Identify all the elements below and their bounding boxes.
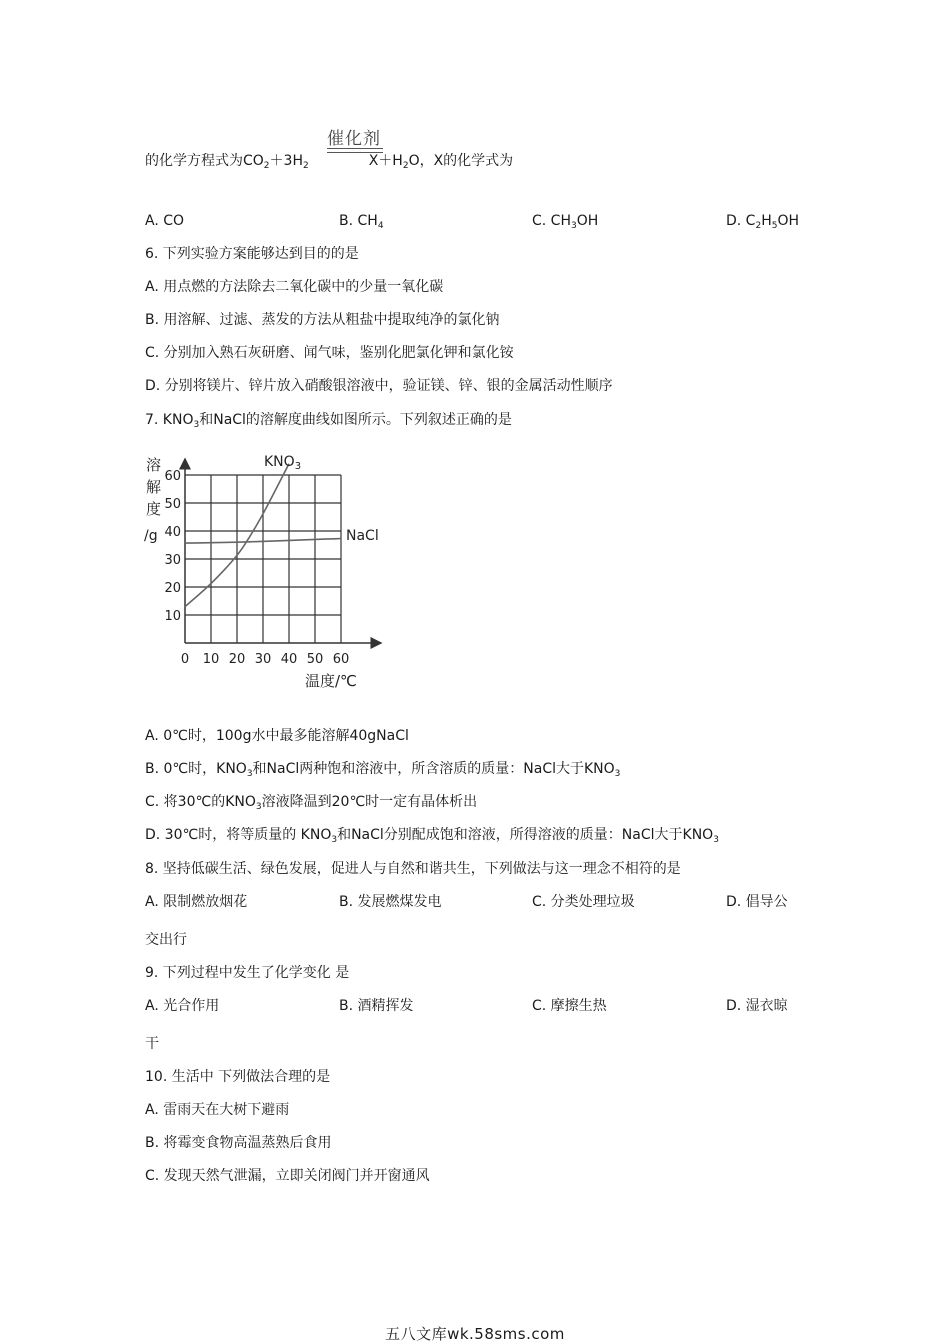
solubility-chart xyxy=(140,448,400,698)
q6-stem: 6. 下列实验方案能够达到目的的是 xyxy=(145,246,359,262)
footer-watermark: 五八文库wk.58sms.com xyxy=(385,1325,565,1343)
q8-option-b: B. 发展燃煤发电 xyxy=(339,894,442,910)
y-tick-label: 60 xyxy=(164,469,181,484)
q7-option-d: D. 30℃时，将等质量的 $KNO_3$和NaCl分别配成饱和溶液，所得溶液的质量：NaCl大于$KNO_3$ xyxy=(145,827,719,845)
q9-option-d: D. 湿衣晾 xyxy=(726,998,788,1014)
q9-option-b: B. 酒精挥发 xyxy=(339,998,414,1014)
q5-option-a: A. CO xyxy=(145,213,185,229)
x-tick-label: 30 xyxy=(254,652,272,667)
y-axis-label-char: 度 xyxy=(146,500,162,518)
x-tick-label: 20 xyxy=(228,652,246,667)
y-axis-label-char: 解 xyxy=(146,478,162,496)
q8-option-a: A. 限制燃放烟花 xyxy=(145,894,248,910)
x-tick-label: 60 xyxy=(332,652,350,667)
x-tick-label: 40 xyxy=(280,652,298,667)
q6-option-d: D. 分别将镁片、锌片放入硝酸银溶液中，验证镁、锌、银的金属活动性顺序 xyxy=(145,378,613,394)
q10-option-c: C. 发现天然气泄漏，立即关闭阀门并开窗通风 xyxy=(145,1168,430,1184)
q7-option-b: B. 0℃时，$KNO_3$和NaCl两种饱和溶液中，所含溶质的质量：NaCl大于$KNO_3$ xyxy=(145,761,621,779)
q9-option-a: A. 光合作用 xyxy=(145,998,220,1014)
q8-option-d: D. 倡导公 xyxy=(726,894,788,910)
y-tick-label: 40 xyxy=(164,525,181,540)
q10-option-b: B. 将霉变食物高温蒸熟后食用 xyxy=(145,1135,332,1151)
q7-option-a: A. 0℃时，100g水中最多能溶解40gNaCl xyxy=(145,728,409,744)
x-tick-label: 50 xyxy=(306,652,324,667)
y-tick-label: 20 xyxy=(164,581,181,596)
q9-stem: 9. 下列过程中发生了化学变化 是 xyxy=(145,965,350,981)
x-axis-label: 温度/℃ xyxy=(305,672,357,690)
y-tick-label: 30 xyxy=(164,553,181,568)
q8-option-c: C. 分类处理垃圾 xyxy=(532,894,635,910)
q9-option-c: C. 摩擦生热 xyxy=(532,998,607,1014)
q6-option-c: C. 分别加入熟石灰研磨、闻气味，鉴别化肥氯化钾和氯化铵 xyxy=(145,345,514,361)
q8-stem: 8. 坚持低碳生活、绿色发展，促进人与自然和谐共生，下列做法与这一理念不相符的是 xyxy=(145,861,681,877)
q10-stem: 10. 生活中 下列做法合理的是 xyxy=(145,1069,331,1085)
q5-option-d: D. $C_2H_5OH$ xyxy=(726,213,800,231)
y-axis-label-char: 溶 xyxy=(146,456,162,474)
q7-stem: 7. $KNO_3$和NaCl的溶解度曲线如图所示。下列叙述正确的是 xyxy=(145,412,512,430)
x-tick-label: 0 xyxy=(180,652,190,667)
q5-option-c: C. $CH_3OH$ xyxy=(532,213,599,231)
q7-option-c: C. 将30℃的$KNO_3$溶液降温到20℃时一定有晶体析出 xyxy=(145,794,478,812)
q5-equation: 的化学方程式为$CO_2+3H_2$ $X+H_2O$，X的化学式为 xyxy=(145,153,514,171)
q5-option-b: B. $CH_4$ xyxy=(339,213,384,231)
series-label-kno3: $KNO_3$ xyxy=(264,454,302,472)
series-label-nacl: NaCl xyxy=(346,528,379,544)
q6-option-b: B. 用溶解、过滤、蒸发的方法从粗盐中提取纯净的氯化钠 xyxy=(145,312,500,328)
y-tick-label: 50 xyxy=(164,497,181,512)
x-tick-label: 10 xyxy=(202,652,220,667)
q10-option-a: A. 雷雨天在大树下避雨 xyxy=(145,1102,290,1118)
q9-option-d-continued: 干 xyxy=(145,1036,159,1052)
q6-option-a: A. 用点燃的方法除去二氧化碳中的少量一氧化碳 xyxy=(145,279,444,295)
q8-option-d-continued: 交出行 xyxy=(145,932,187,948)
y-tick-label: 10 xyxy=(164,609,181,624)
y-axis-label-unit: /g xyxy=(144,528,158,544)
catalyst-label: 催化剂 xyxy=(327,129,381,149)
